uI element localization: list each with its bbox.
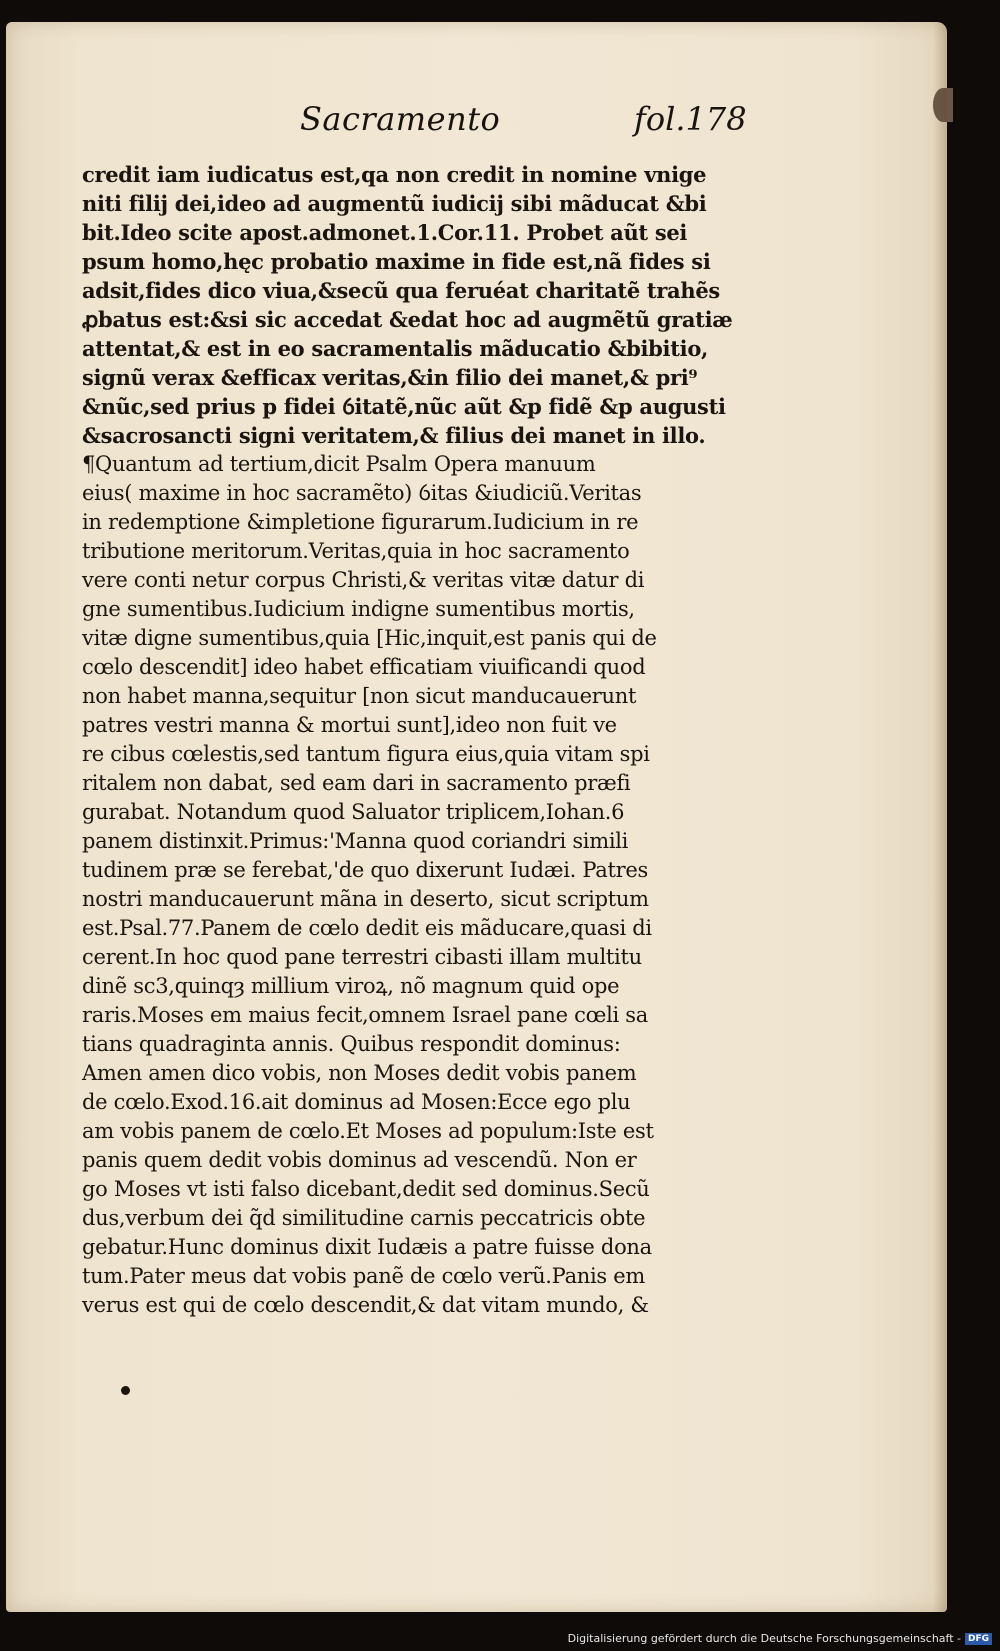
text-line: verus est qui de cœlo descendit,& dat vitam mundo, & bbox=[82, 1293, 649, 1317]
credit-text: Digitalisierung gefördert durch die Deutsche Forschungsgemeinschaft - bbox=[567, 1632, 961, 1645]
text-line: gebatur.Hunc dominus dixit Iudæis a patre fuisse dona bbox=[82, 1235, 652, 1259]
text-line: vere conti netur corpus Christi,& veritas vitæ datur di bbox=[82, 568, 645, 592]
text-line: Amen amen dico vobis, non Moses dedit vobis panem bbox=[82, 1061, 637, 1085]
text-line: cerent.In hoc quod pane terrestri cibasti illam multitu bbox=[82, 945, 642, 969]
text-line: bit.Ideo scite apost.admonet.1.Cor.11. Probet aũt sei bbox=[82, 220, 688, 245]
text-line: &nũc,sed prius p fidei ỽitatẽ,nũc aũt &p fidẽ &p augusti bbox=[82, 394, 726, 419]
text-line: tudinem præ se ferebat,'de quo dixerunt Iudæi. Patres bbox=[82, 858, 648, 882]
text-line: eius( maxime in hoc sacramẽto) ỽitas &iudiciũ.Veritas bbox=[82, 481, 642, 505]
text-line: dinẽ sc3,quinqȝ millium viroꝝ, nõ magnum quid ope bbox=[82, 974, 620, 998]
text-line: est.Psal.77.Panem de cœlo dedit eis mãducare,quasi di bbox=[82, 916, 652, 940]
digitization-credit bbox=[568, 1632, 992, 1645]
text-line: niti filij dei,ideo ad augmentũ iudicij sibi mãducat &bi bbox=[82, 191, 707, 216]
text-line: ꝓbatus est:&si sic accedat &edat hoc ad augmẽtũ gratiæ bbox=[82, 307, 733, 332]
text-line: panis quem dedit vobis dominus ad vescendũ. Non er bbox=[82, 1148, 637, 1172]
running-head bbox=[300, 100, 760, 146]
text-line: ¶Quantum ad tertium,dicit Psalm Opera manuum bbox=[82, 452, 596, 476]
text-line: de cœlo.Exod.16.ait dominus ad Mosen:Ecce ego plu bbox=[82, 1090, 631, 1114]
text-line: panem distinxit.Primus:'Manna quod coriandri simili bbox=[82, 829, 629, 853]
text-line: &sacrosancti signi veritatem,& filius dei manet in illo. bbox=[82, 423, 706, 448]
body-text bbox=[82, 160, 772, 1320]
folio-number: fol.178 bbox=[634, 100, 747, 138]
text-line: patres vestri manna & mortui sunt],ideo non fuit ve bbox=[82, 713, 617, 737]
text-line: tians quadraginta annis. Quibus respondit dominus: bbox=[82, 1032, 621, 1056]
text-line: tributione meritorum.Veritas,quia in hoc sacramento bbox=[82, 539, 630, 563]
text-line: raris.Moses em maius fecit,omnem Israel pane cœli sa bbox=[82, 1003, 648, 1027]
page-corner-mark bbox=[933, 88, 953, 122]
text-line: am vobis panem de cœlo.Et Moses ad populum:Iste est bbox=[82, 1119, 654, 1143]
text-line: gurabat. Notandum quod Saluator triplicem,Iohan.6 bbox=[82, 800, 625, 824]
text-line: go Moses vt isti falso dicebant,dedit sed dominus.Secũ bbox=[82, 1177, 650, 1201]
text-line: tum.Pater meus dat vobis panẽ de cœlo verũ.Panis em bbox=[82, 1264, 646, 1288]
text-line: dus,verbum dei q̃d similitudine carnis peccatricis obte bbox=[82, 1206, 646, 1230]
text-line: attentat,& est in eo sacramentalis mãducatio &bibitio, bbox=[82, 336, 709, 361]
text-line: gne sumentibus.Iudicium indigne sumentibus mortis, bbox=[82, 597, 635, 621]
running-head-title: Sacramento bbox=[300, 100, 501, 138]
text-line: credit iam iudicatus est,qa non credit in nomine vnige bbox=[82, 162, 707, 187]
text-line: vitæ digne sumentibus,quia [Hic,inquit,est panis qui de bbox=[82, 626, 657, 650]
text-line: ritalem non dabat, sed eam dari in sacramento præfi bbox=[82, 771, 631, 795]
text-line: cœlo descendit] ideo habet efficatiam viuificandi quod bbox=[82, 655, 646, 679]
text-line: signũ verax &efficax veritas,&in filio dei manet,& pri⁹ bbox=[82, 365, 698, 390]
text-line: nostri manducauerunt mãna in deserto, sicut scriptum bbox=[82, 887, 649, 911]
text-line: psum homo,hęc probatio maxime in fide est,nã fides si bbox=[82, 249, 711, 274]
ink-dot bbox=[121, 1386, 130, 1395]
text-line: adsit,fides dico viua,&secũ qua feruéat charitatẽ trahẽs bbox=[82, 278, 720, 303]
dfg-logo: DFG bbox=[965, 1633, 992, 1645]
text-line: non habet manna,sequitur [non sicut manducauerunt bbox=[82, 684, 637, 708]
text-line: in redemptione &impletione figurarum.Iudicium in re bbox=[82, 510, 639, 534]
text-line: re cibus cœlestis,sed tantum figura eius,quia vitam spi bbox=[82, 742, 650, 766]
